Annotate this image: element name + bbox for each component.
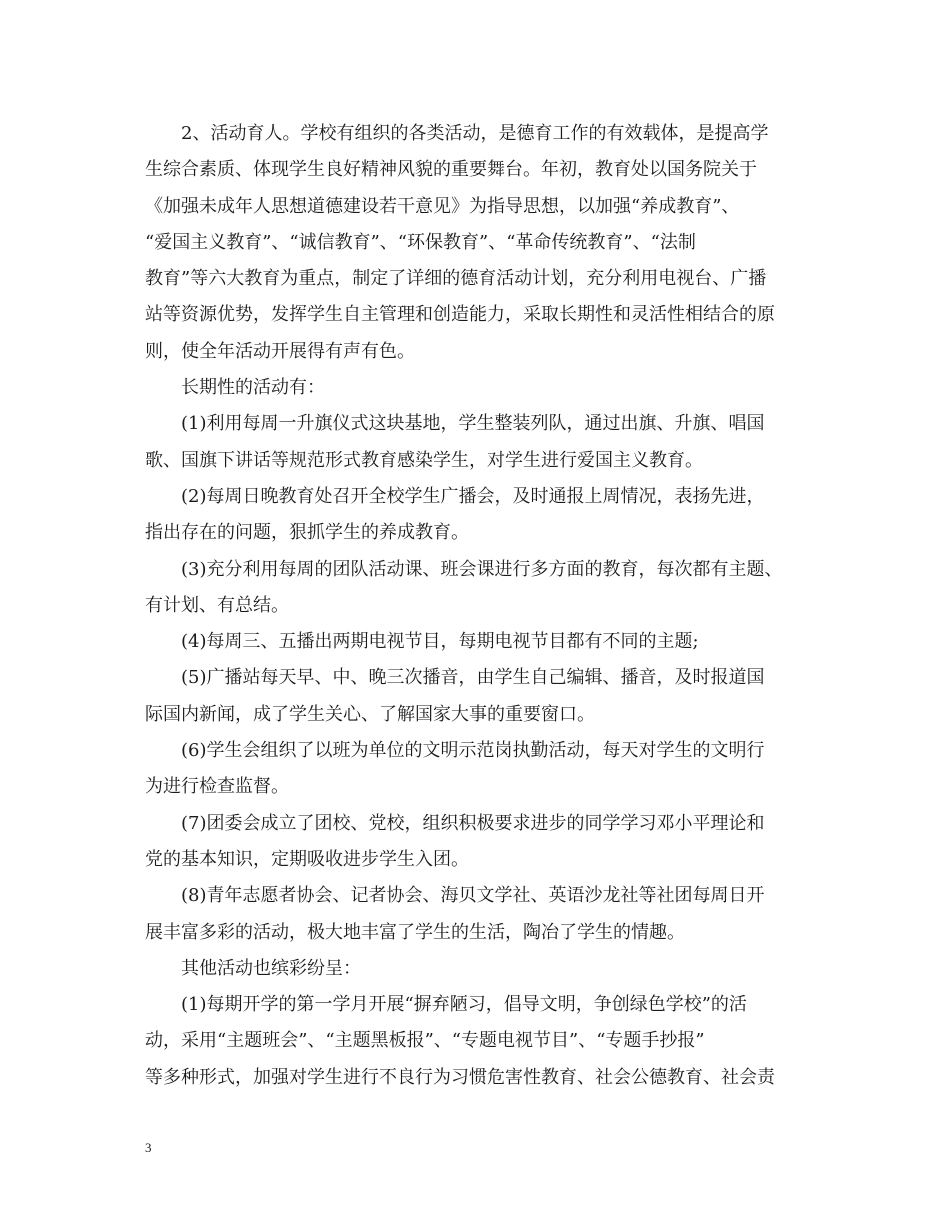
text-line: (7)团委会成立了团校、党校，组织积极要求进步的同学学习邓小平理论和 [181,812,765,834]
text-line: (3)充分利用每周的团队活动课、班会课进行多方面的教育，每次都有主题、 [181,558,783,580]
page-number: 3 [145,1140,152,1155]
text-line: 为进行检查监督。 [145,776,289,798]
text-line: 长期性的活动有： [181,377,325,399]
text-line: 其他活动也缤彩纷呈： [181,957,361,979]
document-body [145,116,805,1096]
text-line: 站等资源优势，发挥学生自主管理和创造能力，采取长期性和灵活性相结合的原 [145,304,775,326]
text-line: (1)每期开学的第一学月开展“摒弃陋习，倡导文明，争创绿色学校”的活 [181,994,747,1016]
text-line: (4)每周三、五播出两期电视节目，每期电视节目都有不同的主题; [181,631,699,653]
text-line: (2)每周日晚教育处召开全校学生广播会，及时通报上周情况，表扬先进， [181,485,765,507]
text-line: 指出存在的问题，狠抓学生的养成教育。 [145,522,469,544]
text-line: 则，使全年活动开展得有声有色。 [145,340,415,362]
text-line: 2、活动育人。学校有组织的各类活动，是德育工作的有效载体，是提高学 [181,123,769,144]
text-line: 有计划、有总结。 [145,594,289,616]
text-line: “爱国主义教育”、“诚信教育”、“环保教育”、“革命传统教育”、“法制 [145,231,696,253]
text-line: 《加强未成年人思想道德建设若干意见》为指导思想，以加强“养成教育”、 [145,195,740,217]
text-line: 等多种形式，加强对学生进行不良行为习惯危害性教育、社会公德教育、社会责 [145,1066,775,1088]
text-line: 际国内新闻，成了学生关心、了解国家大事的重要窗口。 [145,703,595,725]
text-line: 生综合素质、体现学生良好精神风貌的重要舞台。年初，教育处以国务院关于 [145,159,757,181]
text-line: (1)利用每周一升旗仪式这块基地，学生整装列队，通过出旗、升旗、唱国 [181,413,765,435]
text-line: (6)学生会组织了以班为单位的文明示范岗执勤活动，每天对学生的文明行 [181,740,765,762]
text-line: (8)青年志愿者协会、记者协会、海贝文学社、英语沙龙社等社团每周日开 [181,885,765,907]
text-line: (5)广播站每天早、中、晚三次播音，由学生自己编辑、播音，及时报道国 [181,667,765,689]
text-line: 展丰富多彩的活动，极大地丰富了学生的生活，陶冶了学生的情趣。 [145,921,685,943]
text-line: 动，采用“主题班会”、“主题黑板报”、“专题电视节目”、“专题手抄报” [145,1030,705,1052]
text-line: 党的基本知识，定期吸收进步学生入团。 [145,848,469,870]
text-line: 教育”等六大教育为重点，制定了详细的德育活动计划，充分利用电视台、广播 [145,268,767,290]
text-line: 歌、国旗下讲话等规范形式教育感染学生，对学生进行爱国主义教育。 [145,449,703,471]
